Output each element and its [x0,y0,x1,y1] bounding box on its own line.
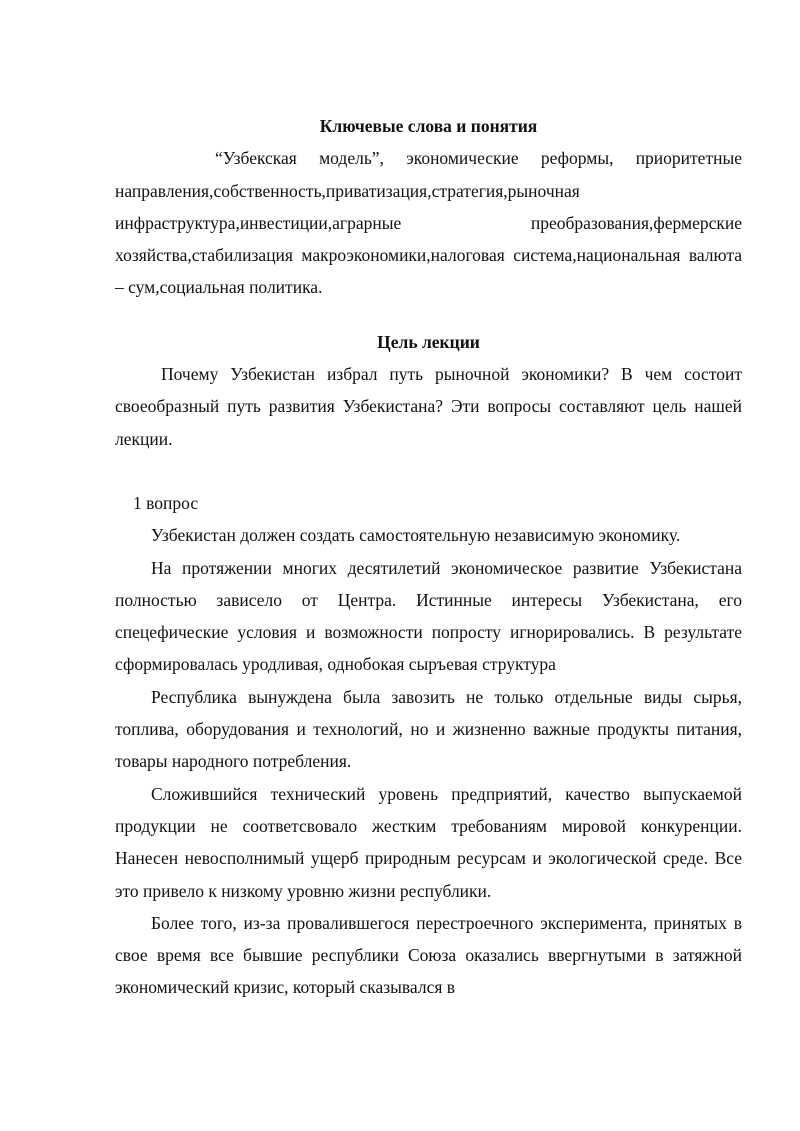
keywords-text: “Узбекская модель”, экономические реформы, приоритетные направления,собственность,приватизация,стратегия,рыночная инфраструктура,инвестиции,аграрные преобразования,фермерские хозяйства,стабилизация макроэкономики,налоговая система,национальная валюта – сум,социальная политика. [115,148,742,298]
section-spacer [115,304,742,326]
goal-text: Почему Узбекистан избрал путь рыночной экономики? В чем состоит своеобразный путь развития Узбекистана? Эти вопросы составляют цель нашей лекции. [115,364,742,449]
keywords-heading: Ключевые слова и понятия [319,116,538,136]
body-paragraph: Республика вынуждена была завозить не только отдельные виды сырья, топлива, оборудования и технологий, но и жизненно важные продукты питания, товары народного потребления. [115,686,742,772]
body-paragraph: Узбекистан должен создать самостоятельную независимую экономику. [151,525,681,546]
document-page [115,110,742,1004]
body-paragraph: На протяжении многих десятилетий экономическое развитие Узбекистана полностью зависело от Центра. Истинные интересы Узбекистана, его спецефические условия и возможности попросту игнорировались. В результате сформировалась уродливая, однобокая сыръевая структура [115,557,742,675]
body-paragraph: Сложившийся технический уровень предприятий, качество выпускаемой продукции не соответсвовало жестким требованиям мировой конкуренции. Нанесен невосполнимый ущерб природным ресурсам и экологической среде. Все это привело к низкому уровню жизни республики. [115,783,742,901]
question-label: 1 вопрос [133,492,199,513]
body-paragraph: Более того, из-за провалившегося перестроечного эксперимента, принятых в свое время все бывшие республики Союза оказались ввергнутыми в затяжной экономический кризис, который сказывался в [115,912,742,998]
goal-heading: Цель лекции [377,331,480,352]
section-spacer [115,455,742,487]
